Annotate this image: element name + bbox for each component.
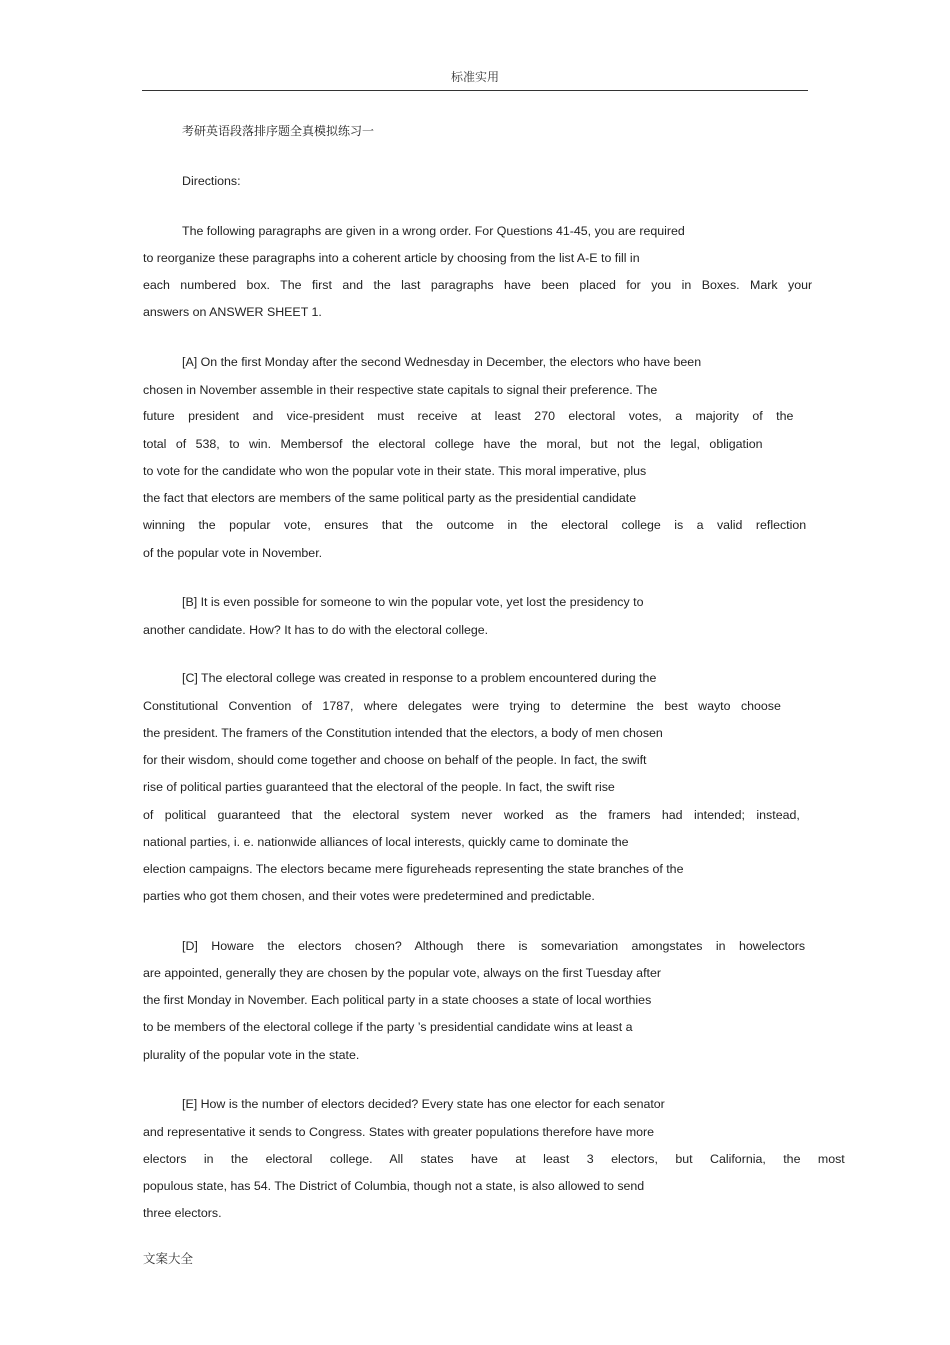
paragraph-d-line: the first Monday in November. Each political party in a state chooses a state of local worthies — [143, 993, 652, 1007]
intro-line: to reorganize these paragraphs into a coherent article by choosing from the list A-E to fill in — [143, 251, 640, 265]
paragraph-a-line: the fact that electors are members of the same political party as the presidential candidate — [143, 491, 637, 505]
paragraph-e-line: electors in the electoral college. All states have at least 3 electors, but California, the most — [143, 1152, 845, 1166]
paragraph-a-line: [A] On the first Monday after the second Wednesday in December, the electors who have been — [182, 355, 702, 369]
paragraph-d-line: to be members of the electoral college if the party ’s presidential candidate wins at least a — [143, 1020, 633, 1034]
paragraph-a-line: chosen in November assemble in their respective state capitals to signal their preference. The — [143, 383, 658, 397]
paragraph-d-line: [D] Howare the electors chosen? Although there is somevariation amongstates in howelectors — [182, 939, 806, 953]
directions-label: Directions: — [182, 174, 241, 188]
paragraph-a-line: future president and vice-president must receive at least 270 electoral votes, a majority of the — [143, 409, 794, 423]
header-divider — [142, 90, 808, 91]
paragraph-c-line: [C] The electoral college was created in response to a problem encountered during the — [182, 671, 657, 685]
intro-line: The following paragraphs are given in a wrong order. For Questions 41-45, you are required — [182, 224, 685, 238]
paragraph-c-line: the president. The framers of the Constitution intended that the electors, a body of men chosen — [143, 726, 663, 740]
page-footer: 文案大全 — [143, 1251, 194, 1266]
paragraph-c-line: rise of political parties guaranteed that the electoral of the people. In fact, the swift rise — [143, 780, 615, 794]
paragraph-b-line: [B] It is even possible for someone to win the popular vote, yet lost the presidency to — [182, 595, 644, 609]
paragraph-c-line: national parties, i. e. nationwide alliances of local interests, quickly came to dominate the — [143, 835, 629, 849]
paragraph-e-line: three electors. — [143, 1206, 222, 1220]
paragraph-c-line: for their wisdom, should come together and choose on behalf of the people. In fact, the swift — [143, 753, 647, 767]
paragraph-a-line: winning the popular vote, ensures that the outcome in the electoral college is a valid reflection — [143, 518, 807, 532]
paragraph-e-line: and representative it sends to Congress. States with greater populations therefore have more — [143, 1125, 655, 1139]
paragraph-c-line: Constitutional Convention of 1787, where delegates were trying to determine the best wayto choose — [143, 699, 781, 713]
page-header: 标准实用 — [450, 70, 499, 84]
paragraph-c-line: of political guaranteed that the electoral system never worked as the framers had intended; instead, — [143, 808, 800, 822]
paragraph-a-line: total of 538, to win. Membersof the electoral college have the moral, but not the legal, obligation — [143, 437, 763, 451]
paragraph-e-line: [E] How is the number of electors decided? Every state has one elector for each senator — [182, 1097, 665, 1111]
paragraph-b-line: another candidate. How? It has to do with the electoral college. — [143, 623, 489, 637]
intro-line: each numbered box. The first and the last paragraphs have been placed for you in Boxes. Mark your — [143, 278, 813, 292]
paragraph-c-line: parties who got them chosen, and their votes were predetermined and predictable. — [143, 889, 595, 903]
paragraph-e-line: populous state, has 54. The District of Columbia, though not a state, is also allowed to send — [143, 1179, 645, 1193]
paragraph-a-line: to vote for the candidate who won the popular vote in their state. This moral imperative, plus — [143, 464, 647, 478]
paragraph-c-line: election campaigns. The electors became mere figureheads representing the state branches of the — [143, 862, 684, 876]
intro-line: answers on ANSWER SHEET 1. — [143, 305, 322, 319]
paragraph-d-line: plurality of the popular vote in the state. — [143, 1048, 360, 1062]
paragraph-d-line: are appointed, generally they are chosen by the popular vote, always on the first Tuesday after — [143, 966, 661, 980]
document-title: 考研英语段落排序题全真模拟练习一 — [182, 124, 375, 138]
paragraph-a-line: of the popular vote in November. — [143, 546, 323, 560]
